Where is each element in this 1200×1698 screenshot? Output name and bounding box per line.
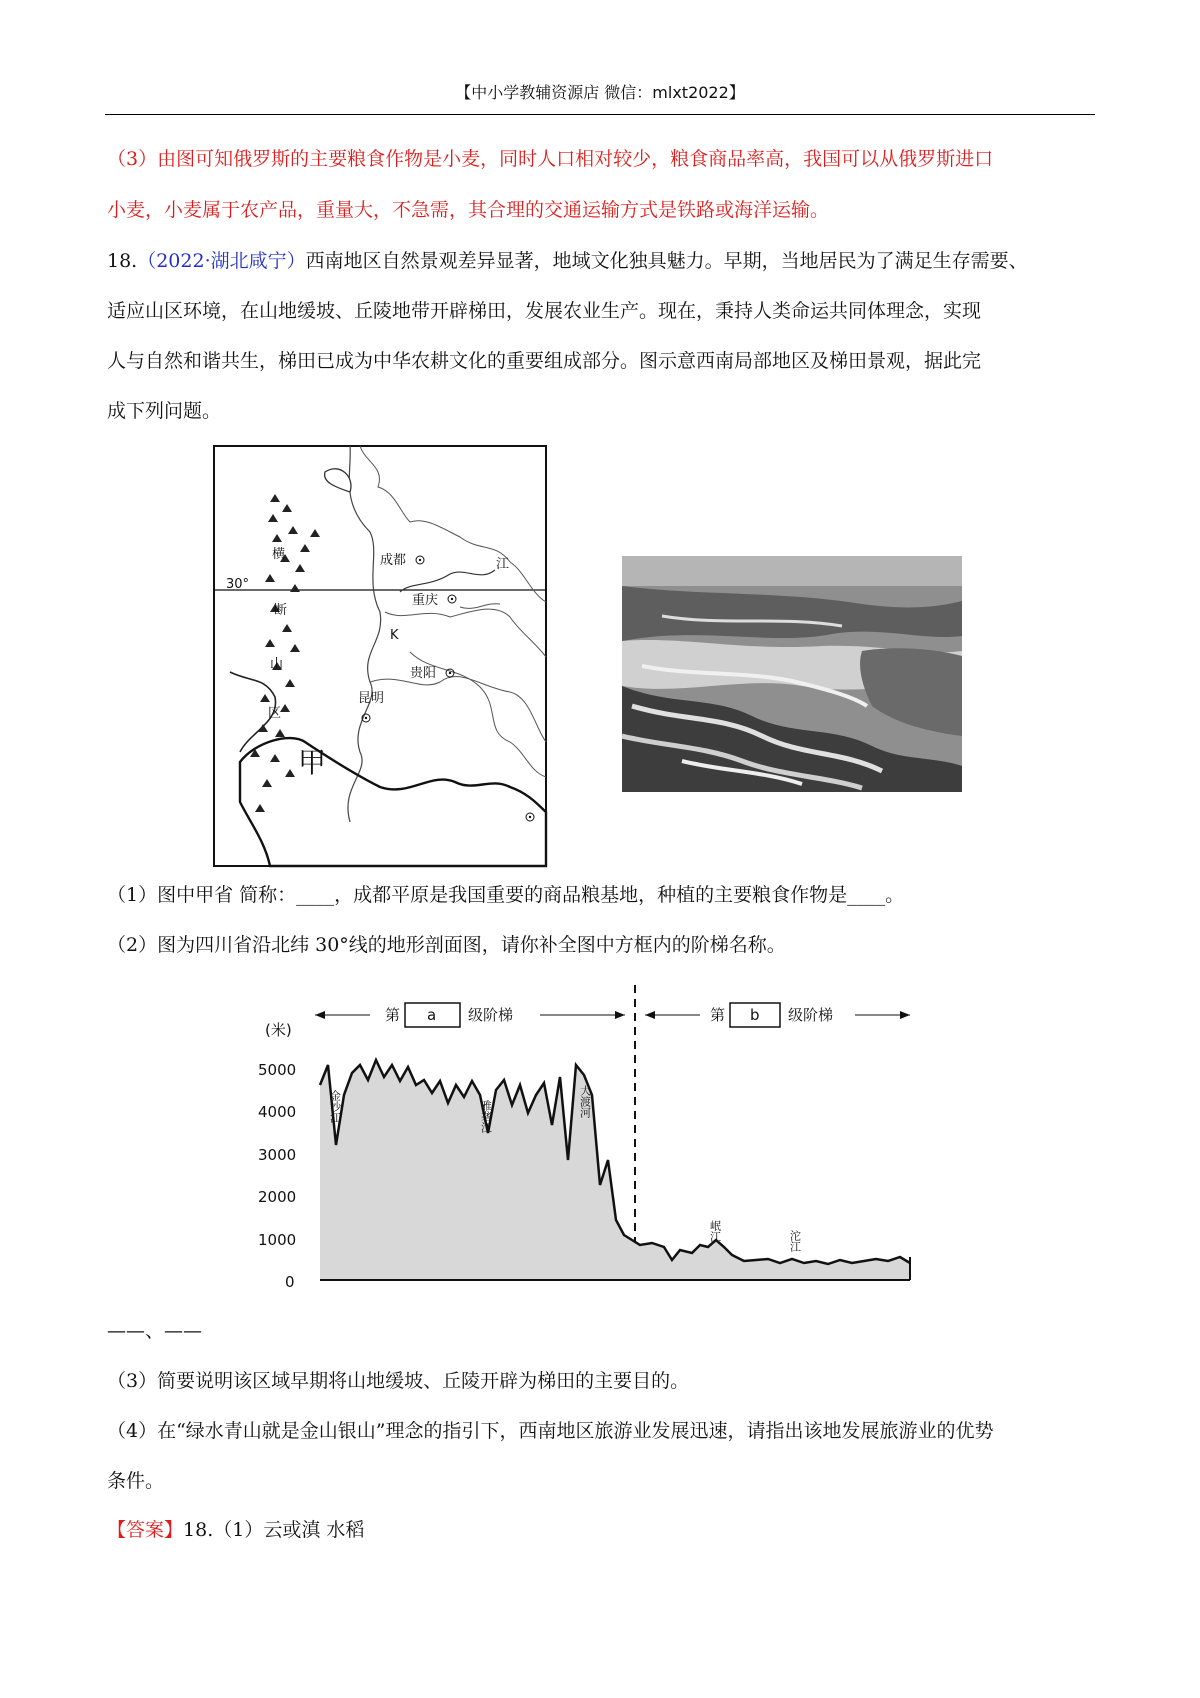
question-18-line1 <box>107 248 1028 274</box>
city-guiyang: 贵阳 <box>410 666 437 681</box>
terrace-photo <box>622 556 962 792</box>
tick-2000: 2000 <box>258 1188 297 1206</box>
sub-question-4-line2: 条件。 <box>107 1470 165 1492</box>
prev-answer-line1: （3）由图可知俄罗斯的主要粮食作物是小麦，同时人口相对较少，粮食商品率高，我国可以从俄罗斯进口 <box>107 148 994 170</box>
tick-0: 0 <box>285 1273 295 1291</box>
latitude-label: 30° <box>226 577 250 592</box>
question-18-line2: 适应山区环境，在山地缓坡、丘陵地带开辟梯田，发展农业生产。现在，秉持人类命运共同体理念，实现 <box>107 300 982 322</box>
terrain-profile <box>240 985 940 1305</box>
page-header: 【中小学教辅资源店 微信：mlxt2022】 <box>455 83 745 102</box>
city-chengdu: 成都 <box>380 553 407 568</box>
tick-4000: 4000 <box>258 1103 297 1121</box>
question-text: 西南地区自然景观差异显著，地域文化独具魅力。早期，当地居民为了满足生存需要、 <box>305 250 1028 272</box>
tick-3000: 3000 <box>258 1146 297 1164</box>
sub-question-4-line1: （4）在“绿水青山就是金山银山”理念的指引下，西南地区旅游业发展迅速，请指出该地发展旅游业的优势 <box>107 1420 994 1442</box>
question-number: 18. <box>107 250 138 272</box>
city-kunming: 昆明 <box>358 691 385 706</box>
question-source-link[interactable]: （2022·湖北咸宁） <box>137 250 306 272</box>
sub-question-2: （2）图为四川省沿北纬 30°线的地形剖面图，请你补全图中方框内的阶梯名称。 <box>107 934 786 956</box>
province-jia-label: 甲 <box>298 746 327 779</box>
river-label-jiang: 江 <box>496 557 510 572</box>
step-b-letter: b <box>750 1006 760 1024</box>
tick-5000: 5000 <box>258 1061 297 1079</box>
question-18-line4: 成下列问题。 <box>107 400 222 422</box>
step-a-suffix: 级阶梯 <box>468 1006 514 1024</box>
step-b-suffix: 级阶梯 <box>788 1006 834 1024</box>
sub-question-1: （1）图中甲省 简称：____，成都平原是我国重要的商品粮基地，种植的主要粮食作物是____。 <box>107 884 905 906</box>
answer-tag: 【答案】 <box>107 1519 184 1541</box>
peak-label-dadu: 大渡河 <box>578 1085 592 1118</box>
peak-label-tuo: 沱江 <box>788 1230 802 1252</box>
step-b-prefix: 第 <box>710 1006 726 1024</box>
peak-label-min: 岷江 <box>708 1220 722 1242</box>
header-rule <box>105 114 1095 115</box>
question-18-line3: 人与自然和谐共生，梯田已成为中华农耕文化的重要组成部分。图示意西南局部地区及梯田景观，据此完 <box>107 350 982 372</box>
mountain-char-2: 断 <box>274 603 288 618</box>
profile-unit: (米) <box>265 1021 292 1039</box>
answer-text: 18.（1）云或滇 水稻 <box>183 1519 365 1541</box>
peak-label-yalong: 雅砻江 <box>479 1100 493 1133</box>
mountain-char-1: 横 <box>272 547 286 562</box>
step-a-letter: a <box>427 1006 437 1024</box>
profile-fill <box>320 1060 910 1280</box>
peak-label-jinsha: 金沙江 <box>328 1090 342 1123</box>
river-label-k: K <box>390 628 399 643</box>
mountain-char-3: 山 <box>270 657 284 672</box>
city-chongqing: 重庆 <box>412 593 439 608</box>
answer-line <box>107 1517 364 1543</box>
answer-blanks: ——、—— <box>107 1320 203 1342</box>
tick-1000: 1000 <box>258 1231 297 1249</box>
mountain-char-4: 区 <box>268 706 282 721</box>
prev-answer-line2: 小麦，小麦属于农产品，重量大，不急需，其合理的交通运输方式是铁路或海洋运输。 <box>107 199 830 221</box>
step-a-prefix: 第 <box>385 1006 401 1024</box>
southwest-map <box>210 442 550 870</box>
sub-question-3: （3）简要说明该区域早期将山地缓坡、丘陵开辟为梯田的主要目的。 <box>107 1370 690 1392</box>
